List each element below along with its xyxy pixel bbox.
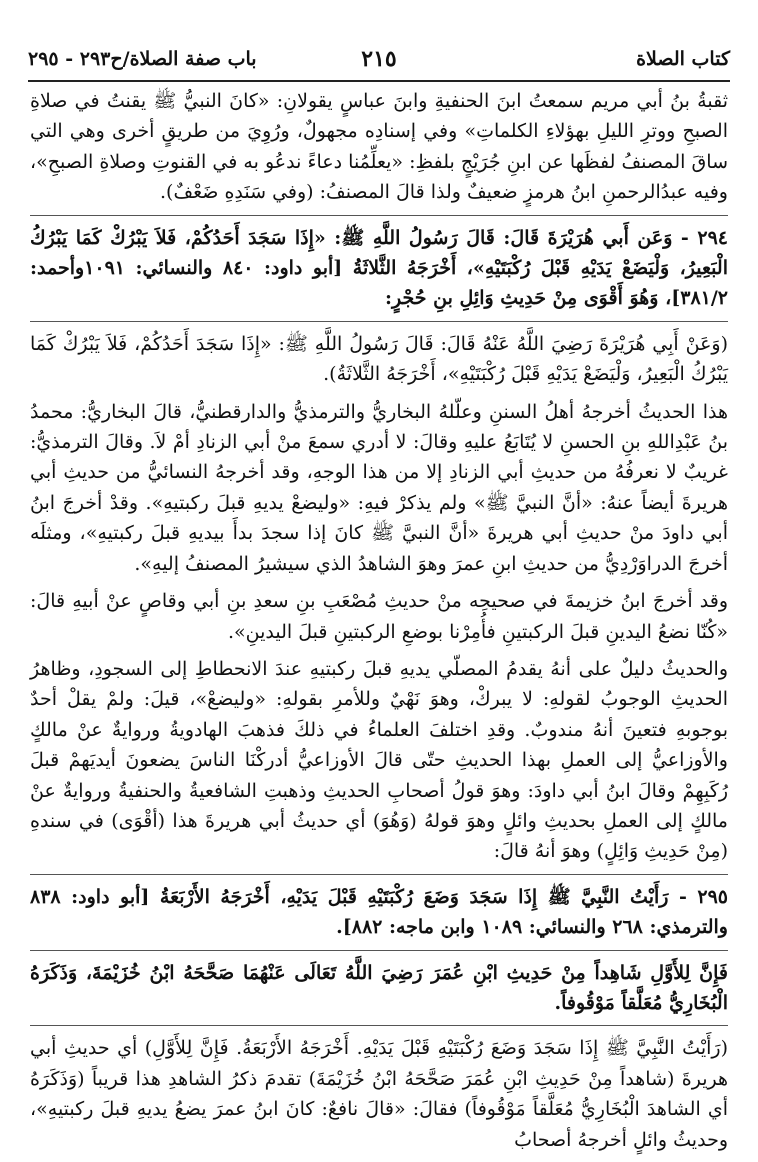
divider: [30, 1025, 728, 1026]
running-header: [28, 42, 730, 76]
paragraph-commentary-2: وقد أخرجَ ابنُ خزيمةَ في صحيحِه منْ حديثِ مُصْعَبِ بنِ سعدِ بنِ أبي وقاصٍ عنْ أبيهِ قالَ: «كُنّا نضعُ اليدينِ قبلَ الركبتينِ فأُمِرْنا بوضعِ الركبتينِ قبلَ اليدينِ».: [30, 590, 728, 643]
divider: [30, 950, 728, 951]
paragraph-commentary-4: (رَأَيْتُ النَّبِيَّ ﷺ إِذَا سَجَدَ وَضَعَ رُكْبَتَيْهِ قَبْلَ يَدَيْهِ. أَخْرَجَهُ الأَرْبَعَةُ. فَإِنَّ لِلأَوَّلِ) أي حديثِ أبي هريرةَ (شاهداً مِنْ حَدِيثِ ابْنِ عُمَرَ صَحَّحَهُ ابْنُ خُزَيْمَةَ) تقدمَ ذكرُ الشاهدِ هذا قريباً (وَذَكَرَهُ أي الشاهدَ الْبُخَارِيُّ مُعَلَّقاً مَوْقُوفاً) فقالَ: «قالَ نافعٌ: كانَ ابنُ عمرَ يضعُ يديهِ قبلَ ركبتيهِ»، وحديثُ وائلٍ أخرجهُ أصحابُ: [30, 1037, 728, 1151]
paragraph-commentary-1: هذا الحديثُ أخرجهُ أهلُ السننِ وعلّلهُ البخاريُّ والترمذيُّ والدارقطنيُّ، قالَ البخاريُّ: محمدُ بنُ عَبْدِاللهِ بنِ الحسنِ لا يُتَابَعُ عليهِ وقالَ: لا أدري سمعَ منْ أبي الزنادِ أمْ لاَ. وقالَ الترمذيُّ: غريبٌ لا نعرفُهُ من حديثِ أبي الزنادِ إلا من هذا الوجهِ، وقد أخرجهُ النسائيُّ من حديثِ أبي هريرةَ أيضاً عنهُ: «أنَّ النبيَّ ﷺ» ولم يذكرْ فيهِ: «وليضعْ يديهِ قبلَ ركبتيهِ». وقدْ أخرجَ ابنُ أبي داودَ منْ حديثِ أبي هريرةَ «أنَّ النبيَّ ﷺ كانَ إذا سجدَ بدأَ بيديهِ قبلَ ركبتيهِ»، ومثلَه أخرجَ الدراوَرْدِيُّ من حديثِ ابنِ عمرَ وهوَ الشاهدُ الذي سيشيرُ المصنفُ إليهِ».: [30, 400, 728, 575]
header-book-title: كتاب الصلاة: [636, 48, 730, 70]
page-body: [30, 86, 728, 1162]
header-chapter-title: باب صفة الصلاة/ح٢٩٣ - ٢٩٥: [28, 48, 257, 70]
header-rule: [28, 80, 730, 82]
hadith-295-continuation: فَإِنَّ لِلأَوَّلِ شَاهِداً مِنْ حَدِيثِ ابْنِ عُمَرَ رَضِيَ اللَّهُ تَعَالَى عَنْهُمَا صَحَّحَهُ ابْنُ خُزَيْمَةَ، وَذَكَرَهُ الْبُخَارِيُّ مُعَلَّقاً مَوْقُوفاً.: [30, 961, 728, 1014]
divider: [30, 321, 728, 322]
paragraph-1: ثقبةُ بنُ أبي مريم سمعتُ ابنَ الحنفيةِ وابنَ عباسٍ يقولانِ: «كانَ النبيُّ ﷺ يقنتُ في صلاةِ الصبحِ ووترِ الليلِ بهؤلاءِ الكلماتِ» وفي إسنادِه مجهولٌ، ورُوِيَ من طريقٍ أخرى وهي التي ساقَ المصنفُ لفظَها عن ابنِ جُرَيْجٍ بلفظِ: «يعلِّمُنا دعاءً ندعُو به في القنوتِ وصلاةِ الصبحِ»، وفيه عبدُالرحمنِ ابنُ هرمزٍ ضعيفٌ ولذا قالَ المصنفُ: (وفي سَنَدِهِ ضَعْفٌ).: [30, 90, 728, 204]
hadith-295-text: ٢٩٥ - رَأَيْتُ النَّبِيَّ ﷺ إِذَا سَجَدَ وَضَعَ رُكْبَتَيْهِ قَبْلَ يَدَيْهِ، أَخْرَجَهُ الأَرْبَعَةُ [أبو داود: ٨٣٨ والترمذي: ٢٦٨ والنسائي: ١٠٨٩ وابن ماجه: ٨٨٢].: [30, 885, 728, 939]
paragraph-commentary-3: والحديثُ دليلٌ على أنهُ يقدمُ المصلّي يديهِ قبلَ ركبتيهِ عندَ الانحطاطِ إلى السجودِ، وظاهرُ الحديثِ الوجوبُ لقولهِ: لا يبركْ، وهوَ نَهْيٌ وللأمرِ بقولهِ: «وليضعْ»، قيلَ: ولمْ يقلْ أحدٌ بوجوبهِ فتعينَ أنهُ مندوبٌ. وقدِ اختلفَ العلماءُ في ذلكَ فذهبَ الهادويةُ وروايةٌ عنْ مالكٍ والأوزاعيُّ إلى العملِ بهذا الحديثِ حتّى قالَ الأوزاعيُّ أدركْنَا الناسَ يضعونَ أيديَهمْ قبلَ رُكَبِهِمْ وقالَ ابنُ أبي داودَ: وهوَ قولُ أصحابِ الحديثِ وذهبتِ الشافعيةُ والحنفيةُ وروايةٌ عنْ مالكٍ إلى العملِ بحديثِ وائلٍ وهوَ قولهُ (وَهُوَ) أي حديثُ أبي هريرةَ هذا (أقْوَى) في سندهِ (مِنْ حَدِيثِ وَائِلٍ) وهوَ أنهُ قالَ:: [30, 657, 728, 863]
divider: [30, 215, 728, 216]
hadith-294-text: ٢٩٤ - وَعَن أَبي هُرَيْرَةَ قَالَ: قَالَ رَسُولُ اللَّهِ ﷺ: «إِذَا سَجَدَ أَحَدُكُمْ، فَلاَ يَبْرُكْ كَمَا يَبْرُكُ الْبَعِيرُ، وَلْيَضَعْ يَدَيْهِ قَبْلَ رُكْبَتَيْهِ»، أَخْرَجَهُ الثَّلاثَةُ [أبو داود: ٨٤٠ والنسائي: ١٠٩١وأحمد: ٣٨١/٢]، وَهُوَ أَقْوَى مِنْ حَدِيثِ وَائِلِ بنِ حُجْرٍ:: [30, 226, 728, 310]
hadith-294-quote: (وَعَنْ أَبِي هُرَيْرَةَ رَضِيَ اللَّهُ عَنْهُ قَالَ: قَالَ رَسُولُ اللَّهِ ﷺ: «إِذَا سَجَدَ أَحَدُكُمْ، فَلاَ يَبْرُكْ كَمَا يَبْرُكُ الْبَعِيرُ، وَلْيَضَعْ يَدَيْهِ قَبْلَ رُكْبَتَيْهِ»، أَخْرَجَهُ الثَّلاثَةُ).: [30, 332, 728, 386]
divider: [30, 874, 728, 875]
page-number: ٢١٥: [361, 46, 397, 72]
